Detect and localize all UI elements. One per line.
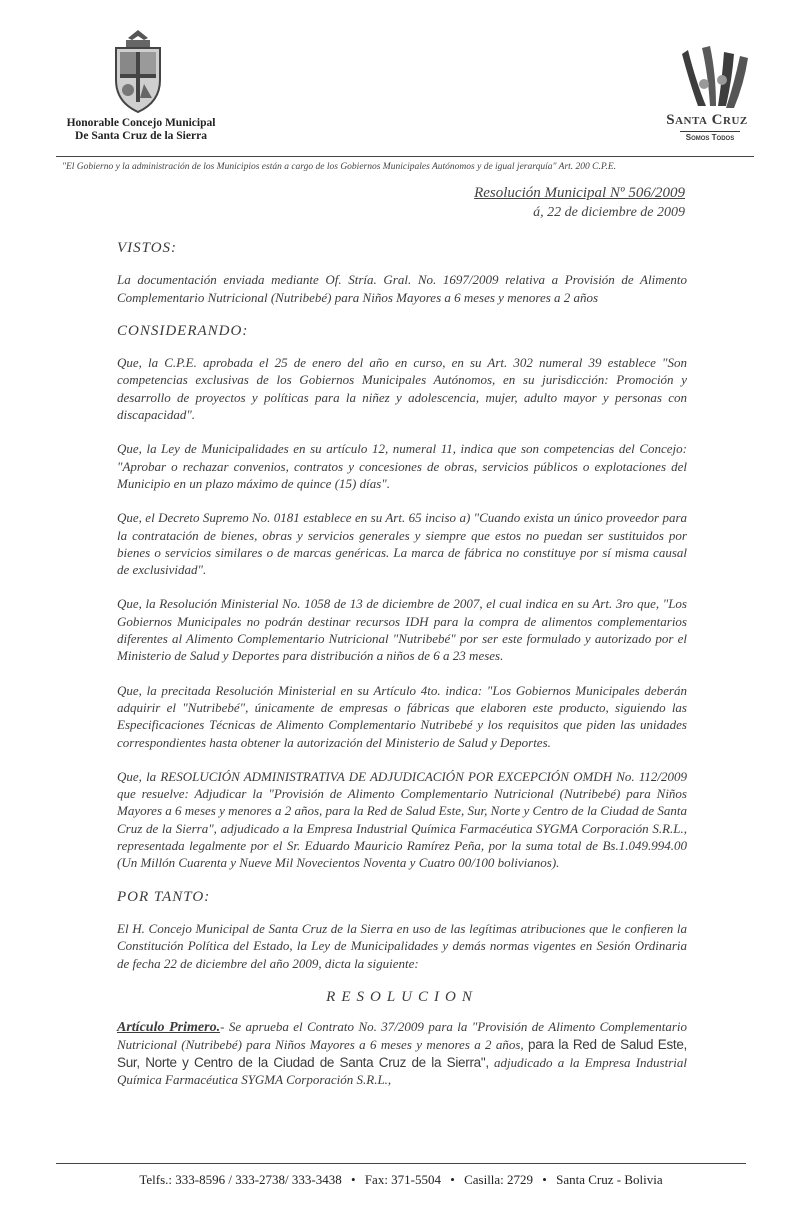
article-1-text-b: para la Red de Salud Este, Sur, Norte y Centro de la Ciudad de Santa Cruz de la Sierra", xyxy=(117,1037,687,1070)
council-line-2: De Santa Cruz de la Sierra xyxy=(75,130,207,142)
document-body xyxy=(117,232,687,1105)
footer-box: Casilla: 2729 xyxy=(464,1172,534,1187)
footer-divider xyxy=(56,1163,746,1164)
brand-name: Santa Cruz xyxy=(666,112,748,128)
footer-separator: • xyxy=(450,1172,455,1187)
portanto-heading: POR TANTO: xyxy=(117,888,211,905)
resolucion-heading: RESOLUCION xyxy=(326,988,478,1005)
considerando-heading: CONSIDERANDO: xyxy=(117,322,249,339)
footer-separator: • xyxy=(351,1172,356,1187)
footer-location: Santa Cruz - Bolivia xyxy=(556,1172,663,1187)
header-divider xyxy=(56,156,754,157)
considerando-paragraph-5: Que, la precitada Resolución Ministerial en su Artículo 4to. indica: "Los Gobiernos Municipales deberán adquirir el "Nutribebé", únicamente de empresas o fábricas que elaboren este producto, siguiendo las Especificaciones Técnicas de Alimento Complementario Nutribebé y los requisitos que piden las unidades correspondientes hasta obtener la autorización del Ministerio de Salud y Deportes. xyxy=(117,682,687,750)
footer-contact xyxy=(56,1172,746,1188)
article-1-paragraph xyxy=(117,1018,687,1088)
considerando-paragraph-3: Que, el Decreto Supremo No. 0181 establece en su Art. 65 inciso a) "Cuando exista un único proveedor para la contratación de bienes, obras y servicios generales y siempre que estos no puedan ser sustituidos por bienes o servicios similares o de marcas genéricas. La marca de fábrica no constituye por sí misma causal de exclusividad". xyxy=(117,510,687,578)
resolution-date: á, 22 de diciembre de 2009 xyxy=(533,205,685,220)
vistos-paragraph: La documentación enviada mediante Of. Stría. Gral. No. 1697/2009 relativa a Provisión de Alimento Complementario Nutricional (Nutribebé) para Niños Mayores a 6 meses y menores a 2 años xyxy=(117,272,687,305)
footer-phones: Telfs.: 333-8596 / 333-2738/ 333-3438 xyxy=(139,1172,342,1187)
article-1-text-a: - Se aprueba el Contrato No. 37/2009 para la "Provisión de Alimento Complementario Nutricional (Nutribebé) para Niños Mayores a 6 meses y menores a 2 años, xyxy=(117,1019,687,1053)
considerando-paragraph-1: Que, la C.P.E. aprobada el 25 de enero del año en curso, en su Art. 302 numeral 39 establece "Son competencias exclusivas de los Gobiernos Municipales Autónomos, en su jurisdicción: Promoción y desarrollo de proyectos y políticas para la niñez y adolescencia, mujer, adulto mayor y personas con discapacidad". xyxy=(117,355,687,423)
resolution-title: Resolución Municipal Nº 506/2009 xyxy=(474,185,685,201)
article-1-title: Artículo Primero. xyxy=(117,1020,221,1036)
portanto-paragraph: El H. Concejo Municipal de Santa Cruz de la Sierra en uso de las legítimas atribuciones que le confieren la Constitución Política del Estado, la Ley de Municipalidades y demás normas vigentes en Sesión Ordinaria de fecha 22 de diciembre del año 2009, dicta la siguiente: xyxy=(117,920,687,971)
article-1-text-c: adjudicado a la Empresa Industrial Química Farmacéutica SYGMA Corporación S.R.L., xyxy=(117,1054,688,1087)
vistos-heading: VISTOS: xyxy=(117,240,178,256)
constitution-quote: "El Gobierno y la administración de los Municipios están a cargo de los Gobiernos Municipales Autónomos y de igual jerarquía" Art. 200 C.P.E. xyxy=(62,162,617,172)
footer-fax: Fax: 371-5504 xyxy=(364,1172,442,1187)
coat-of-arms-icon xyxy=(108,28,168,114)
brand-tagline: Somos Todos xyxy=(680,131,740,142)
considerando-paragraph-2: Que, la Ley de Municipalidades en su artículo 12, numeral 11, indica que son competencias del Concejo: "Aprobar o rechazar convenios, contratos y concesiones de obras, servicios públicos o explotaciones del Municipio en un plazo máximo de quince (15) días". xyxy=(117,441,687,491)
council-name xyxy=(56,117,226,143)
considerando-paragraph-6: Que, la RESOLUCIÓN ADMINISTRATIVA DE ADJUDICACIÓN POR EXCEPCIÓN OMDH No. 112/2009 que resuelve: Adjudicar la "Provisión de Alimento Complementario Nutricional (Nutribebé) para Niños Mayores a 6 meses y menores a 2 años, para la Red de Salud Este, Sur, Norte y Centro de la Ciudad de Santa Cruz de la Sierra", adjudicado a la Empresa Industrial Química Farmacéutica SYGMA Corporación S.R.L., representada legalmente por el Sr. Eduardo Mauricio Ramírez Peña, por la suma total de Bs.1.049.994.00 (Un Millón Cuarenta y Nueve Mil Novecientos Noventa y Cuatro 00/100 bolivianos). xyxy=(117,768,687,871)
considerando-paragraph-4: Que, la Resolución Ministerial No. 1058 de 13 de diciembre de 2007, el cual indica en su Art. 3ro que, "Los Gobiernos Municipales no podrán destinar recursos IDH para la compra de alimentos complementarios diferentes al Alimento Complementario Nutricional "Nutribebé" por ser este formulado y autorizado por el Ministerio de Salud y Deportes para distribución a niños de 6 a 23 meses. xyxy=(117,596,687,664)
footer-separator: • xyxy=(542,1172,547,1187)
council-line-1: Honorable Concejo Municipal xyxy=(66,117,216,129)
